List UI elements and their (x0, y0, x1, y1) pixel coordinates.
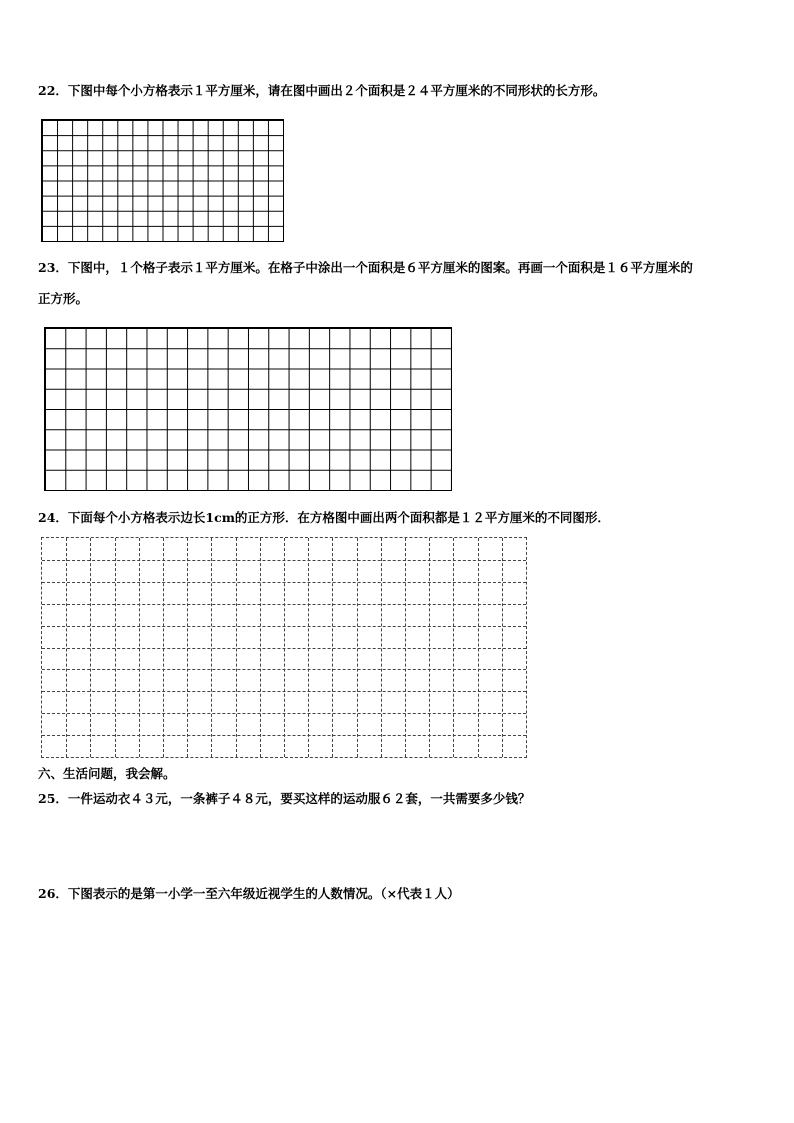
grid-horizontal-line (42, 626, 526, 627)
question-22-text: 22．下图中每个小方格表示１平方厘米，请在图中画出２个面积是２４平方厘米的不同形状的长方形。 (38, 83, 606, 98)
question-24-text: 24．下面每个小方格表示边长1cm的正方形．在方格图中画出两个面积都是１２平方厘米的不同图形． (38, 510, 610, 525)
grid-24 (41, 537, 527, 758)
grid-horizontal-line (42, 691, 526, 692)
grid-23 (44, 327, 452, 491)
question-26-text: 26．下图表示的是第一小学一至六年级近视学生的人数情况。（×代表１人） (38, 886, 460, 901)
grid-22 (41, 119, 284, 242)
grid-horizontal-line (42, 669, 526, 670)
question-23-text-line2: 正方形。 (38, 291, 89, 306)
grid-horizontal-line (42, 713, 526, 714)
section-6-title: 六、生活问题，我会解。 (38, 766, 176, 781)
grid-horizontal-line (42, 648, 526, 649)
question-23-text-line1: 23．下图中，１个格子表示１平方厘米。在格子中涂出一个面积是６平方厘米的图案。再画一个面积是１６平方厘米的 (38, 260, 693, 275)
grid-horizontal-line (42, 735, 526, 736)
grid-horizontal-line (42, 560, 526, 561)
grid-horizontal-line (42, 582, 526, 583)
grid-horizontal-line (42, 604, 526, 605)
question-25-text: 25．一件运动衣４３元，一条裤子４８元，要买这样的运动服６２套，一共需要多少钱？ (38, 791, 531, 806)
